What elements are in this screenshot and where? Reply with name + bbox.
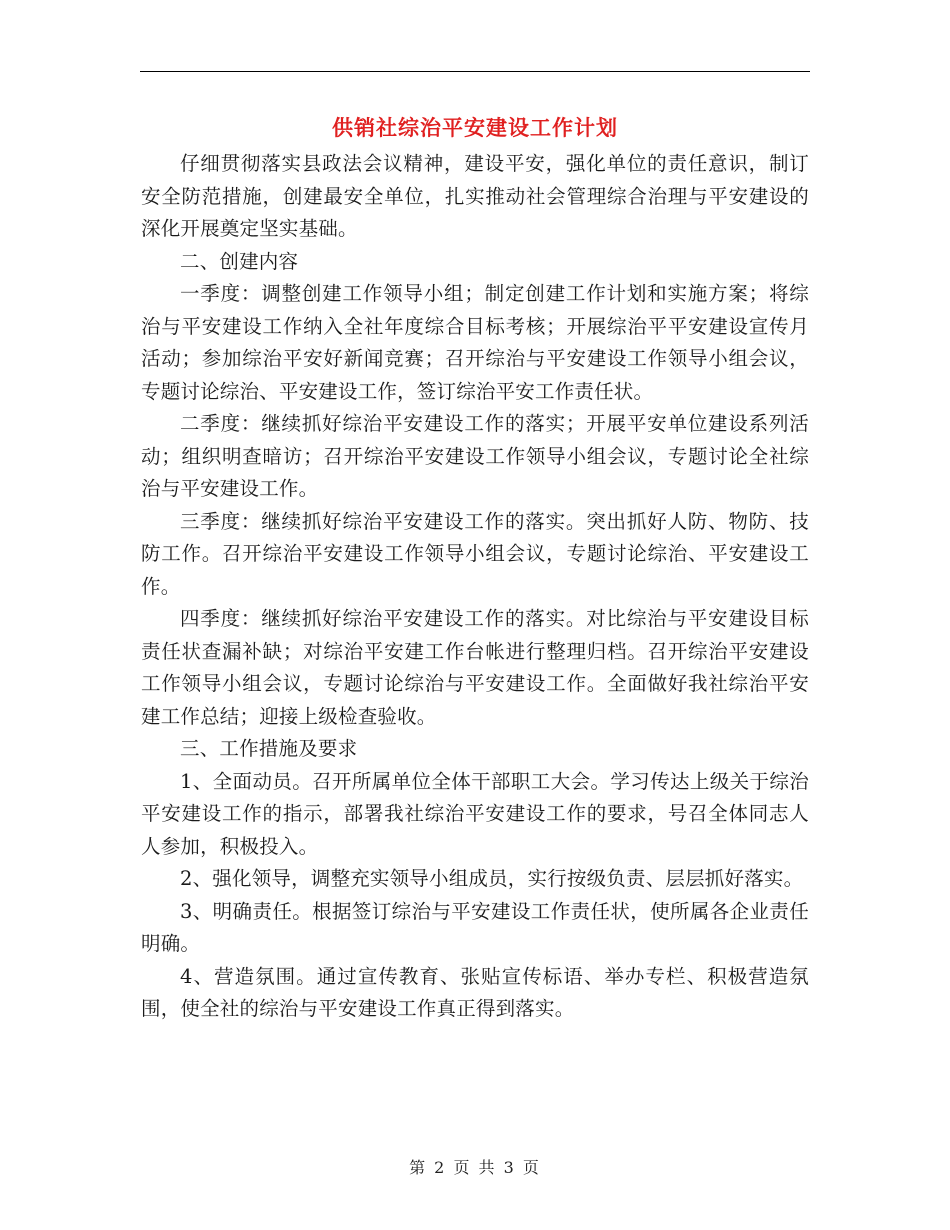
- section-heading-content: 二、创建内容: [180, 249, 299, 273]
- paragraph-q4: 四季度：继续抓好综治平安建设工作的落实。对比综治与平安建设目标责任状查漏补缺；对综治平安建工作台帐进行整理归档。召开综治平安建设工作领导小组会议，专题讨论综治与平安建设工作。全面做好我社综治平安建工作总结；迎接上级检查验收。: [141, 607, 809, 728]
- paragraph-measure-3: 3、明确责任。根据签订综治与平安建设工作责任状，使所属各企业责任明确。: [141, 899, 809, 955]
- paragraph-measure-2: 2、强化领导，调整充实领导小组成员，实行按级负责、层层抓好落实。: [180, 867, 804, 890]
- document-title: 供销社综治平安建设工作计划: [332, 116, 618, 140]
- paragraph-intro: 仔细贯彻落实县政法会议精神，建设平安，强化单位的责任意识，制订安全防范措施，创建最安全单位，扎实推动社会管理综合治理与平安建设的深化开展奠定坚实基础。: [141, 152, 809, 240]
- paragraph-q3: 三季度：继续抓好综治平安建设工作的落实。突出抓好人防、物防、技防工作。召开综治平安建设工作领导小组会议，专题讨论综治、平安建设工作。: [141, 509, 809, 598]
- document-body: [141, 148, 809, 1026]
- paragraph-measure-1: 1、全面动员。召开所属单位全体干部职工大会。学习传达上级关于综治平安建设工作的指示，部署我社综治平安建设工作的要求，号召全体同志人人参加，积极投入。: [141, 769, 809, 858]
- paragraph-q2: 二季度：继续抓好综治平安建设工作的落实；开展平安单位建设系列活动；组织明查暗访；召开综治平安建设工作领导小组会议，专题讨论全社综治与平安建设工作。: [141, 412, 809, 500]
- section-heading-measures: 三、工作措施及要求: [180, 737, 358, 760]
- page-number: 第 2 页 共 3 页: [409, 1158, 541, 1177]
- paragraph-measure-4: 4、营造氛围。通过宣传教育、张贴宣传标语、举办专栏、积极营造氛围，使全社的综治与平安建设工作真正得到落实。: [141, 964, 809, 1020]
- paragraph-q1: 一季度：调整创建工作领导小组；制定创建工作计划和实施方案；将综治与平安建设工作纳入全社年度综合目标考核；开展综治平平安建设宣传月活动；参加综治平安好新闻竞赛；召开综治与平安建设工作领导小组会议，专题讨论综治、平安建设工作，签订综治平安工作责任状。: [141, 282, 809, 403]
- header-rule: [140, 71, 810, 72]
